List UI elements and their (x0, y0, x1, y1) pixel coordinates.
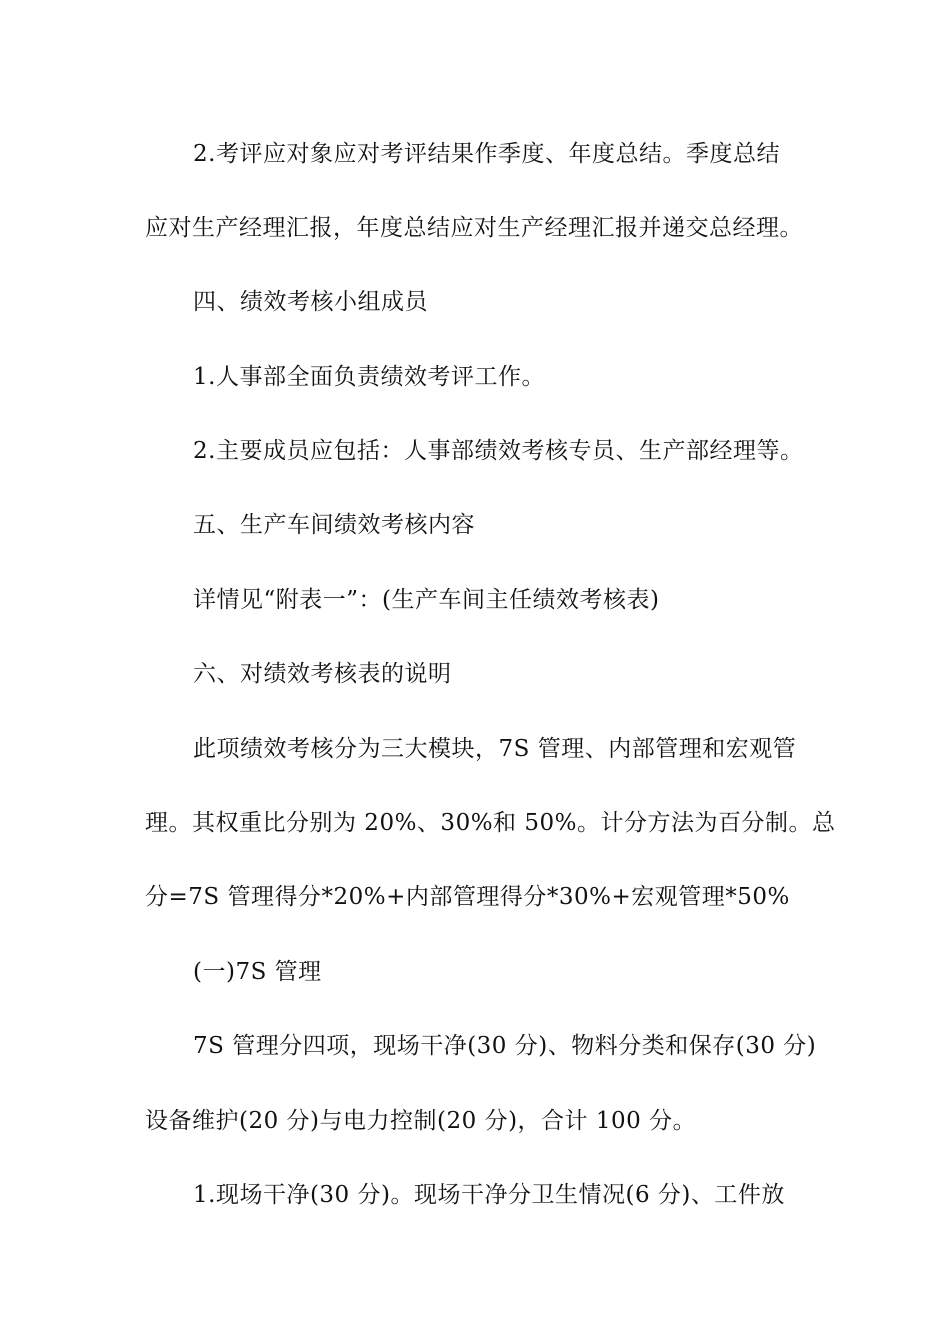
paragraph-line: 7S 管理分四项，现场干净(30 分)、物料分类和保存(30 分) (193, 1033, 817, 1059)
section-heading: 四、绩效考核小组成员 (193, 289, 428, 315)
paragraph-line: 分=7S 管理得分*20%+内部管理得分*30%+宏观管理*50% (145, 884, 790, 910)
paragraph-line: 详情见“附表一”：(生产车间主任绩效考核表) (193, 587, 660, 613)
paragraph-line: 1.人事部全面负责绩效考评工作。 (193, 364, 545, 390)
paragraph-line: 此项绩效考核分为三大模块，7S 管理、内部管理和宏观管 (193, 736, 797, 762)
paragraph-line: 2.主要成员应包括：人事部绩效考核专员、生产部经理等。 (193, 438, 804, 464)
section-heading: 五、生产车间绩效考核内容 (193, 512, 475, 538)
paragraph-line: 1.现场干净(30 分)。现场干净分卫生情况(6 分)、工件放 (193, 1182, 785, 1208)
paragraph-line: 设备维护(20 分)与电力控制(20 分)，合计 100 分。 (145, 1108, 697, 1134)
paragraph-line: 2.考评应对象应对考评结果作季度、年度总结。季度总结 (193, 141, 780, 167)
paragraph-line: 理。其权重比分别为 20%、30%和 50%。计分方法为百分制。总 (145, 810, 836, 836)
subsection-heading: (一)7S 管理 (193, 959, 322, 985)
paragraph-line: 应对生产经理汇报，年度总结应对生产经理汇报并递交总经理。 (145, 215, 803, 241)
section-heading: 六、对绩效考核表的说明 (193, 661, 452, 687)
